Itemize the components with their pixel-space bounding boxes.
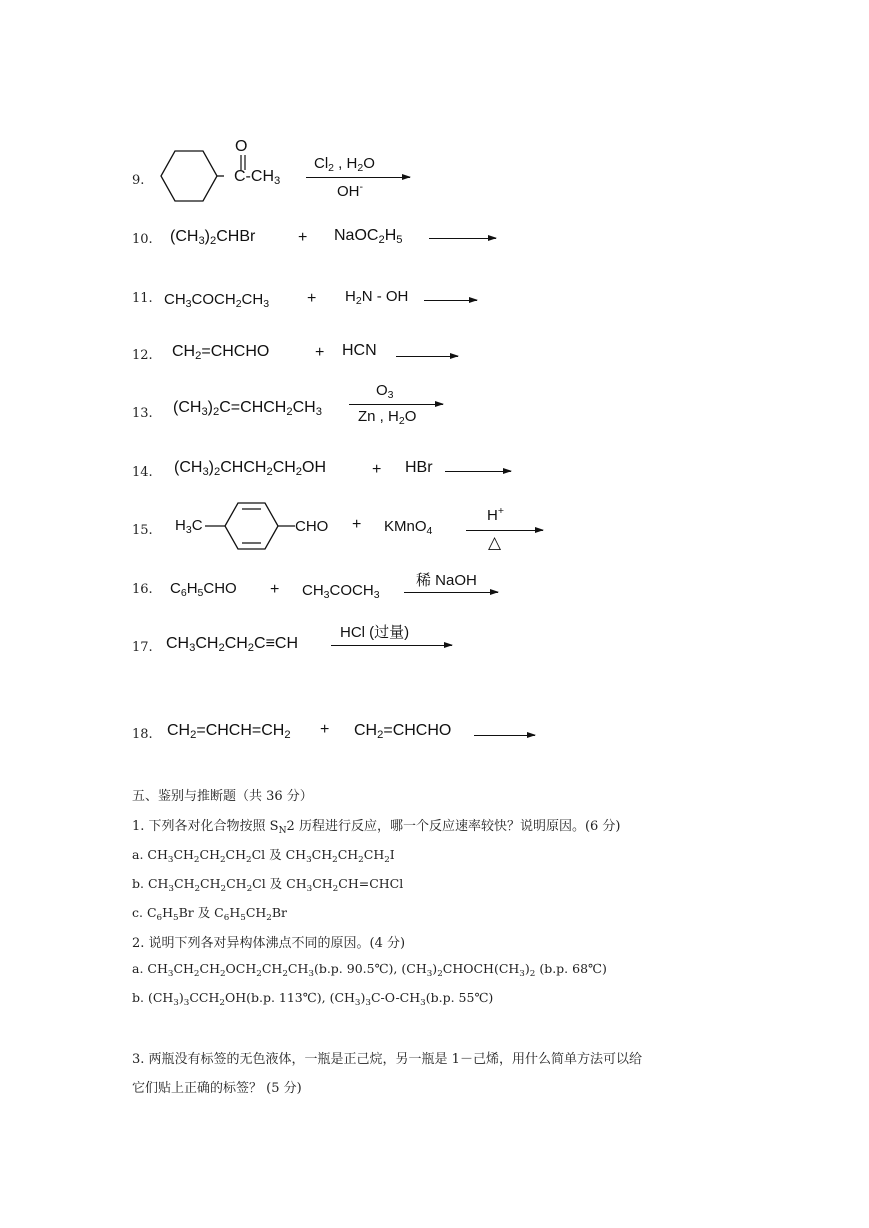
condition-top: $Cl_2$ , $H_2O$ — [314, 155, 375, 174]
condition-top: H+ — [487, 505, 504, 524]
reaction-arrow — [445, 471, 511, 472]
reactant-right: $CH_3COCH_3$ — [302, 582, 380, 601]
cyclohexane-ring-icon — [160, 148, 224, 204]
reaction-arrow — [396, 356, 458, 357]
carbonyl-oxygen: O — [235, 138, 248, 155]
reaction-number: 14. — [132, 465, 153, 480]
reaction-arrow — [466, 530, 543, 531]
reactant-right: HBr — [405, 459, 433, 476]
reaction-arrow — [349, 404, 443, 405]
question-2a: a. $CH_3CH_2CH_2OCH_2CH_2CH_3(b.p$. 90.5℃), $(CH_3)_2CHOCH(CH_3)_2$ (b.p. 68℃) — [132, 961, 607, 979]
reaction-number: 16. — [132, 582, 153, 597]
reactant-left: $(CH_3)_2CHBr$ — [170, 228, 256, 247]
reaction-number: 11. — [132, 291, 153, 306]
reactant-right: $CH_2=CHCHO$ — [354, 722, 452, 741]
question-1b: b. $CH_3CH_2CH_2CH_2Cl$ 及 $CH_3CH_2CH=CHCl$ — [132, 876, 404, 894]
plus-sign: + — [315, 344, 325, 361]
condition-top: $O_3$ — [376, 382, 394, 401]
condition-bottom: Zn , $H_2O$ — [358, 408, 417, 427]
reactant-left: $H_3C$ — [175, 517, 203, 536]
question-2b: b. $(CH_3)_3CCH_2OH(b.p$. 113℃), $(CH_3)_3C-O-CH_3(b.p$. 55℃) — [132, 990, 494, 1008]
condition-bottom: OH- — [337, 181, 363, 200]
acetyl-group: $C-CH_3$ — [234, 168, 281, 187]
question-2: 2. 说明下列各对异构体沸点不同的原因。(4 分) — [132, 936, 406, 951]
reaction-arrow — [474, 735, 535, 736]
reaction-arrow — [306, 177, 410, 178]
plus-sign: + — [352, 516, 362, 533]
plus-sign: + — [320, 721, 330, 738]
plus-sign: + — [307, 290, 317, 307]
reaction-number: 18. — [132, 727, 153, 742]
plus-sign: + — [372, 461, 382, 478]
reaction-number: 15. — [132, 523, 153, 538]
aldehyde-group: CHO — [295, 518, 329, 535]
reaction-number: 10. — [132, 232, 153, 247]
condition-top: HCl (过量) — [340, 624, 410, 641]
question-3-line2: 它们贴上正确的标签？ (5 分) — [132, 1081, 302, 1096]
question-1: 1. 下列各对化合物按照 $S_N2$ 历程进行反应，哪一个反应速率较快？说明原因。(6 分) — [132, 819, 621, 836]
reaction-number: 12. — [132, 348, 153, 363]
reaction-number: 17. — [132, 640, 153, 655]
reactant-left: $C_6H_5CHO$ — [170, 580, 237, 599]
reactant-left: $CH_3COCH_2CH_3$ — [164, 291, 270, 310]
heat-symbol: △ — [488, 533, 502, 552]
reaction-arrow — [404, 592, 498, 593]
reactant-left: $(CH_3)_2CHCH_2CH_2OH$ — [174, 459, 327, 478]
reaction-arrow — [331, 645, 452, 646]
reactant-left: $CH_2=CHCHO$ — [172, 343, 270, 362]
reactant-left: $CH_3CH_2CH_2C\equiv CH$ — [166, 635, 299, 654]
reaction-arrow — [424, 300, 477, 301]
condition-top: 稀 NaOH — [416, 572, 477, 589]
question-3-line1: 3. 两瓶没有标签的无色液体，一瓶是正己烷，另一瓶是 1－己烯，用什么简单方法可以给 — [132, 1052, 642, 1067]
reactant-left: $CH_2=CHCH=CH_2$ — [167, 722, 291, 741]
question-1c: c. $C_6H_5Br$ 及 $C_6H_5CH_2Br$ — [132, 905, 288, 923]
reactant-right: KMnO$_4$ — [384, 518, 433, 537]
reactant-left: $(CH_3)_2C=CHCH_2CH_3$ — [173, 399, 322, 418]
question-1a: a. $CH_3CH_2CH_2CH_2Cl$ 及 $CH_3CH_2CH_2CH_2I$ — [132, 847, 395, 865]
plus-sign: + — [298, 229, 308, 246]
section-heading: 五、鉴别与推断题（共 36 分） — [132, 789, 313, 804]
reaction-number: 13. — [132, 406, 153, 421]
reaction-arrow — [429, 238, 496, 239]
plus-sign: + — [270, 581, 280, 598]
reactant-right: HCN — [342, 342, 377, 359]
reactant-right: $NaOC_2H_5$ — [334, 227, 403, 246]
reaction-number: 9. — [132, 173, 145, 188]
benzene-ring-icon — [205, 500, 295, 552]
reactant-right: $H_2N$ - OH — [345, 288, 409, 307]
